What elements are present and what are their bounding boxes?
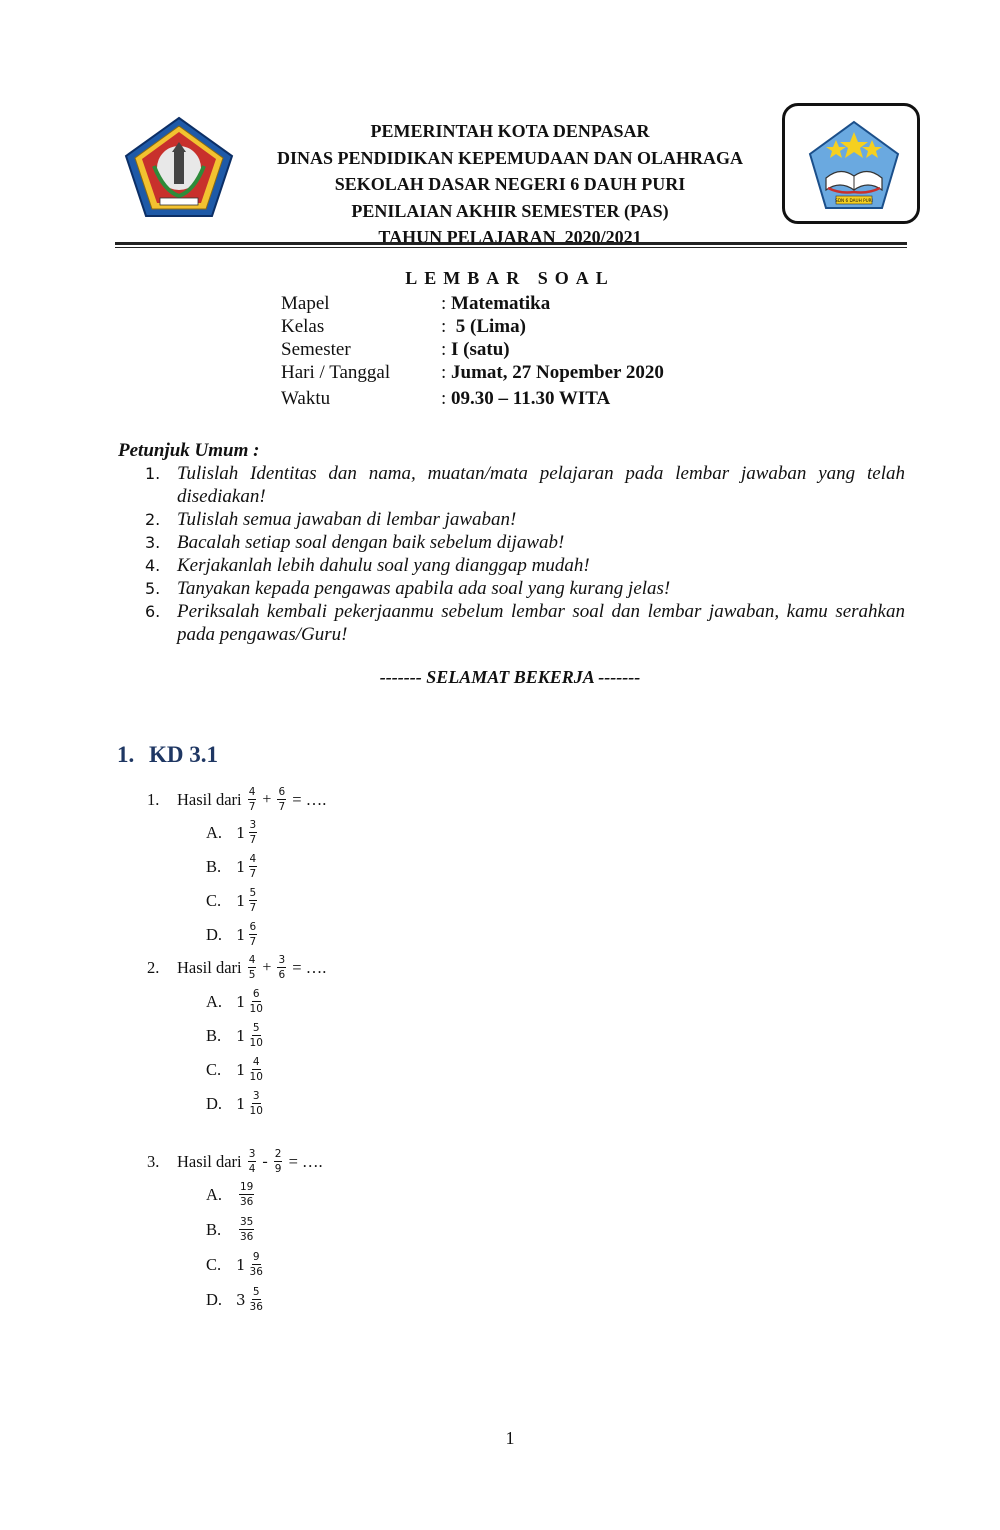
info-value: : 5 (Lima) [441, 316, 526, 337]
operator: - [262, 1152, 268, 1170]
fraction: $\frac{2}{9}$ [274, 1148, 282, 1175]
header-line-5: TAHUN PELAJARAN 2020/2021 [378, 227, 642, 247]
instruction-item: 4. Kerjakanlah lebih dahulu soal yang dianggap mudah! [145, 555, 590, 576]
info-value: : 09.30 – 11.30 WITA [441, 388, 611, 409]
fraction: $\frac{4}{5}$ [248, 954, 256, 981]
page-number: 1 [505, 1428, 515, 1448]
option-2d: D. 1 $\frac{3}{10}$ [206, 1090, 263, 1117]
option-1a: A. 1 $\frac{3}{7}$ [206, 819, 257, 846]
option-2c: C. 1 $\frac{4}{10}$ [206, 1056, 263, 1083]
section-number: 1. [117, 742, 135, 767]
document-title: LEMBAR SOAL [405, 268, 615, 288]
header-divider-thin [115, 247, 907, 248]
school-header [240, 118, 780, 251]
question-prefix: Hasil dari [177, 1151, 242, 1171]
fraction: $\frac{3}{4}$ [248, 1148, 256, 1175]
question-3 [147, 1148, 323, 1175]
instruction-item: 1. Tulislah Identitas dan nama, muatan/mata pelajaran pada lembar jawaban yang telah disediakan! [145, 463, 905, 507]
header-line-3: SEKOLAH DASAR NEGERI 6 DAUH PURI [334, 174, 686, 194]
instructions-title: Petunjuk Umum : [118, 440, 260, 461]
option-1b: B. 1 $\frac{4}{7}$ [206, 853, 257, 880]
header-line-1: PEMERINTAH KOTA DENPASAR [370, 121, 650, 141]
info-value: : Jumat, 27 Nopember 2020 [441, 362, 664, 383]
option-3c: C. 1 $\frac{9}{36}$ [206, 1251, 263, 1278]
fraction: $\frac{4}{7}$ [248, 786, 256, 813]
question-prefix: Hasil dari [177, 789, 242, 809]
section-title: KD 3.1 [149, 742, 218, 767]
header-line-4: PENILAIAN AKHIR SEMESTER (PAS) [351, 200, 669, 221]
fraction: $\frac{3}{6}$ [278, 954, 286, 981]
section-heading [117, 742, 218, 768]
operator: + [262, 790, 272, 808]
option-1d: D. 1 $\frac{6}{7}$ [206, 921, 257, 948]
question-suffix: = …. [292, 789, 327, 809]
instruction-item: 5. Tanyakan kepada pengawas apabila ada soal yang kurang jelas! [145, 578, 671, 599]
question-suffix: = …. [288, 1151, 323, 1171]
denpasar-emblem-logo [124, 116, 234, 218]
info-value: : I (satu) [441, 339, 510, 360]
instructions-list [145, 462, 905, 646]
info-label: Hari / Tanggal [281, 362, 391, 383]
instruction-item: 2. Tulislah semua jawaban di lembar jawaban! [145, 509, 517, 530]
option-1c: C. 1 $\frac{5}{7}$ [206, 887, 257, 914]
option-3b: B. $\frac{35}{36}$ [206, 1216, 254, 1243]
header-divider-thick [115, 242, 907, 245]
option-2a: A. 1 $\frac{6}{10}$ [206, 988, 263, 1015]
question-number: 2. [147, 957, 160, 977]
info-label: Kelas [281, 316, 325, 337]
question-suffix: = …. [292, 957, 327, 977]
question-number: 1. [147, 789, 160, 809]
question-2 [147, 954, 326, 981]
fraction: $\frac{6}{7}$ [278, 786, 286, 813]
question-number: 3. [147, 1151, 160, 1171]
operator: + [262, 958, 272, 976]
option-2b: B. 1 $\frac{5}{10}$ [206, 1022, 263, 1049]
option-3a: A. $\frac{19}{36}$ [206, 1181, 254, 1208]
instruction-item: 6. Periksalah kembali pekerjaanmu sebelum lembar soal dan lembar jawaban, kamu serahkan pada pengawas/Guru! [145, 601, 905, 645]
question-1 [147, 786, 326, 813]
info-label: Waktu [281, 388, 331, 409]
instruction-item: 3. Bacalah setiap soal dengan baik sebelum dijawab! [145, 532, 565, 553]
info-label: Semester [281, 339, 351, 360]
closing-line: ------- SELAMAT BEKERJA ------- [379, 667, 641, 687]
logo-caption: SDN 6 DAUH PURI [835, 198, 873, 203]
question-prefix: Hasil dari [177, 957, 242, 977]
option-3d: D. 3 $\frac{5}{36}$ [206, 1286, 263, 1313]
info-label: Mapel [281, 293, 330, 314]
info-value: : Matematika [441, 293, 551, 314]
header-line-2: DINAS PENDIDIKAN KEPEMUDAAN DAN OLAHRAGA [276, 147, 743, 168]
sdn6-dauh-puri-logo [806, 118, 902, 214]
